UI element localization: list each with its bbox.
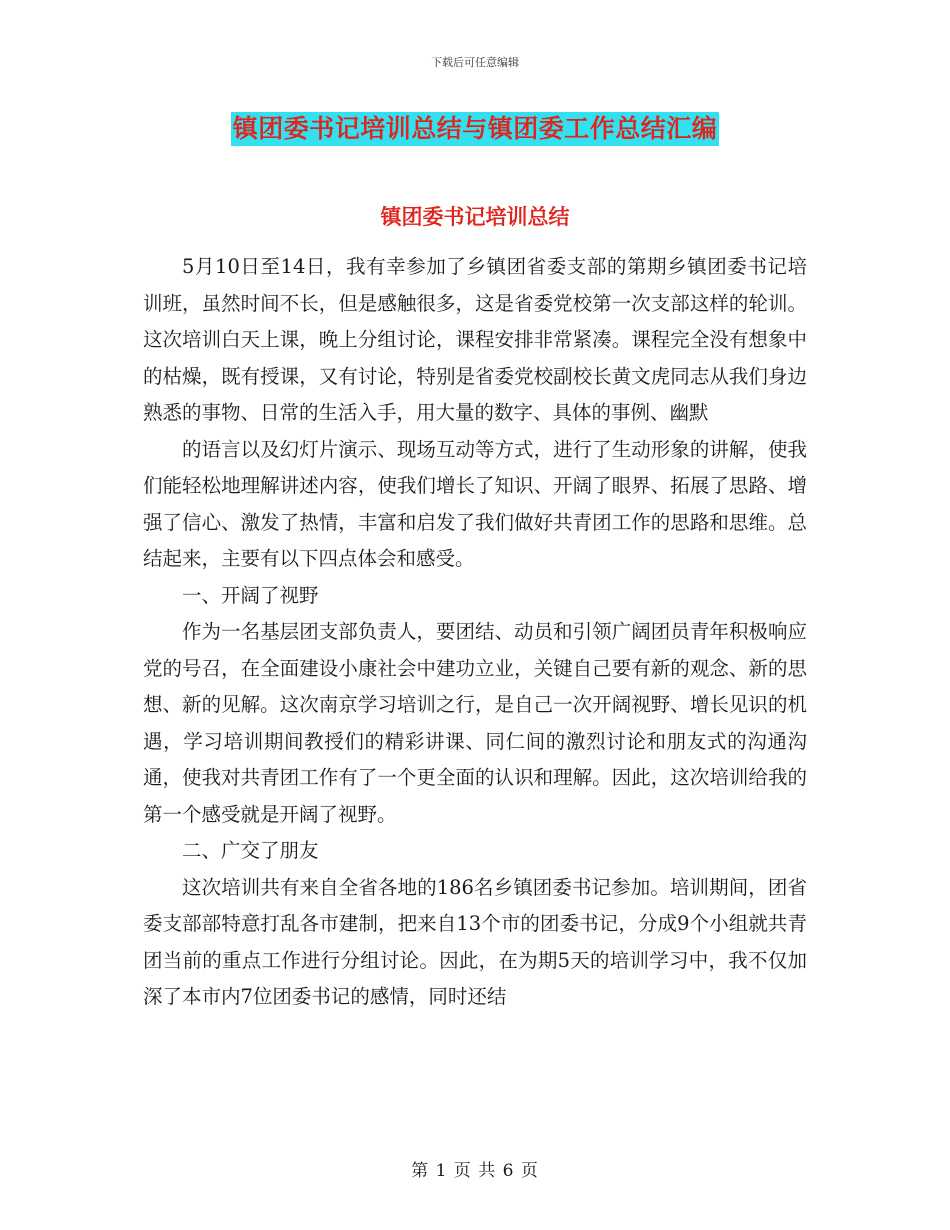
paragraph: 的语言以及幻灯片演示、现场互动等方式，进行了生动形象的讲解，使我们能轻松地理解讲述内容，使我们增长了知识、开阔了眼界、拓展了思路、增强了信心、激发了热情，丰富和启发了我们做好共青团工作的思路和思维。总结起来，主要有以下四点体会和感受。 — [143, 437, 807, 570]
document-title-container — [0, 112, 950, 146]
paragraph: 5月10日至14日，我有幸参加了乡镇团省委支部的第期乡镇团委书记培训班，虽然时间不长，但是感触很多，这是省委党校第一次支部这样的轮训。这次培训白天上课，晚上分组讨论，课程安排非常紧凑。课程完全没有想象中的枯燥，既有授课，又有讨论，特别是省委党校副校长黄文虎同志从我们身边熟悉的事物、日常的生活入手，用大量的数字、具体的事例、幽默 — [143, 255, 807, 424]
section-title: 镇团委书记培训总结 — [380, 204, 570, 229]
subsection-heading: 二、广交了朋友 — [182, 839, 319, 862]
document-title: 镇团委书记培训总结与镇团委工作总结汇编 — [231, 112, 720, 146]
page-header-note: 下载后可任意编辑 — [431, 56, 519, 69]
document-body — [143, 249, 807, 1016]
page-number-footer: 第 1 页 共 6 页 — [411, 1161, 539, 1181]
paragraph: 作为一名基层团支部负责人，要团结、动员和引领广阔团员青年积极响应党的号召，在全面建设小康社会中建功立业，关键自己要有新的观念、新的思想、新的见解。这次南京学习培训之行，是自己一次开阔视野、增长见识的机遇，学习培训期间教授们的精彩讲课、同仁间的激烈讨论和朋友式的沟通沟通，使我对共青团工作有了一个更全面的认识和理解。因此，这次培训给我的第一个感受就是开阔了视野。 — [143, 620, 807, 826]
subsection-heading: 一、开阔了视野 — [182, 583, 319, 607]
paragraph: 这次培训共有来自全省各地的186名乡镇团委书记参加。培训期间，团省委支部部特意打乱各市建制，把来自13个市的团委书记，分成9个小组就共青团当前的重点工作进行分组讨论。因此，在为期5天的培训学习中，我不仅加深了本市内7位团委书记的感情，同时还结 — [143, 875, 807, 1008]
